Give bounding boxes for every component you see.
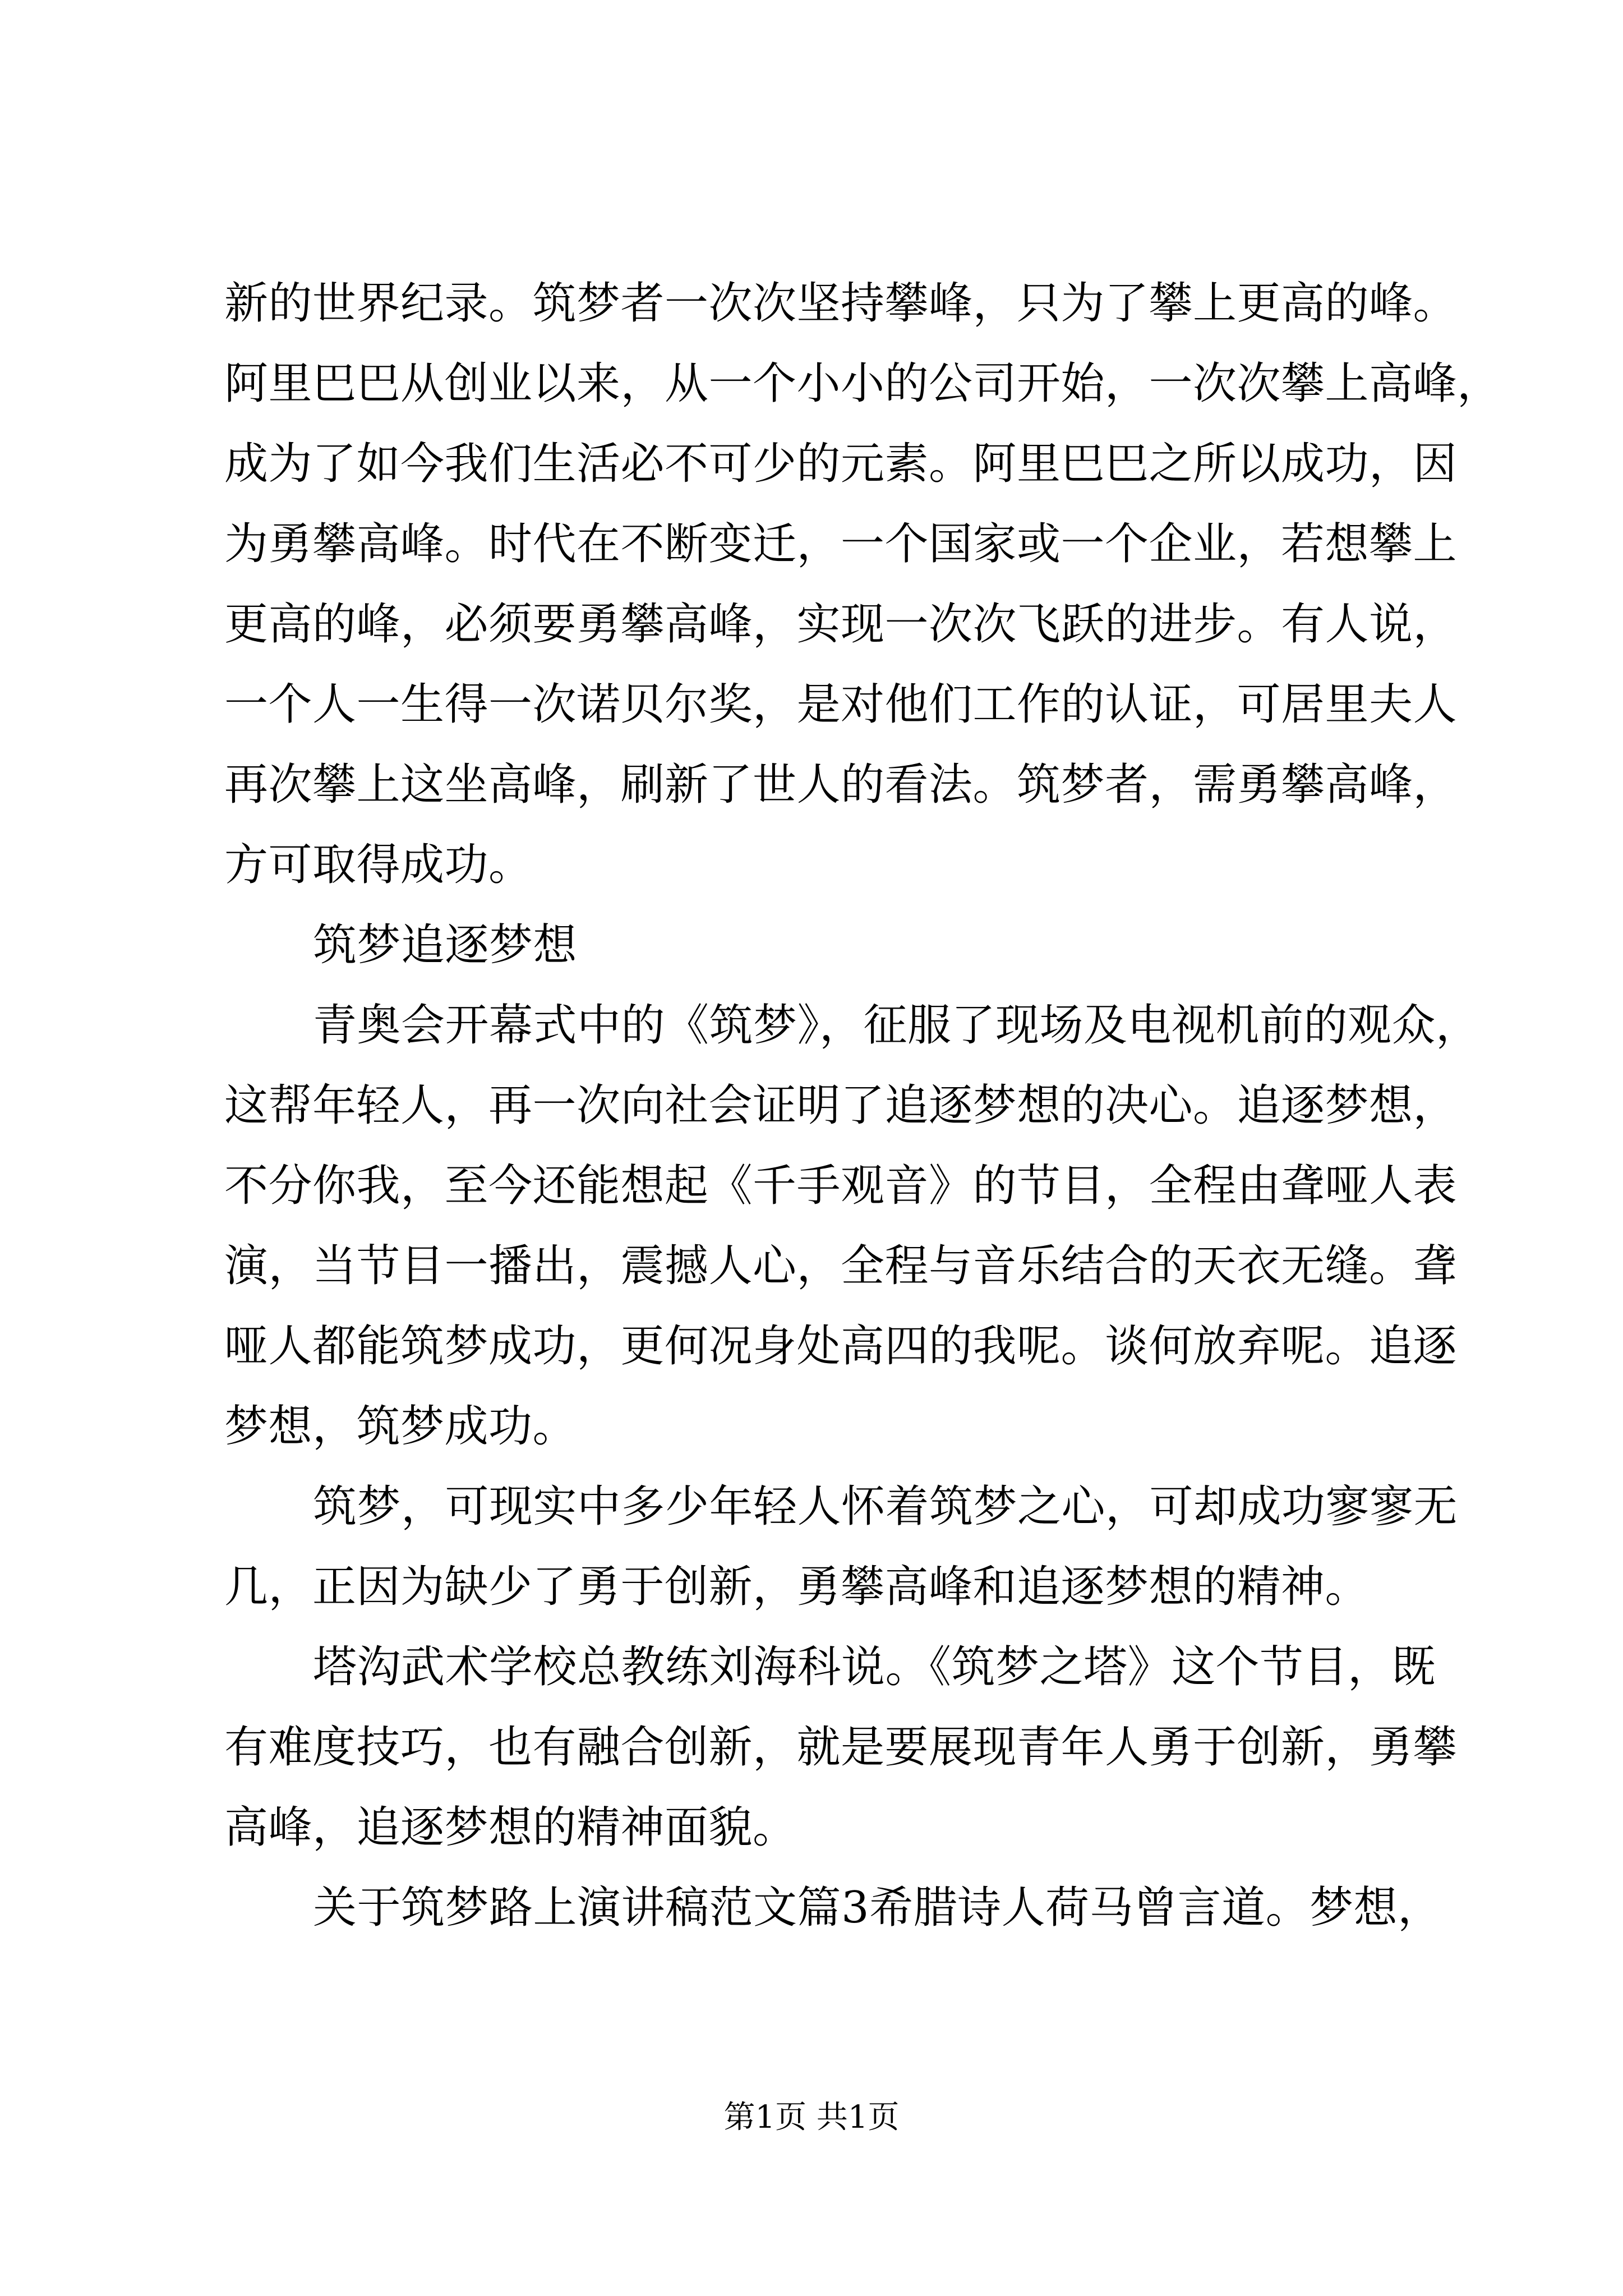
- text-line: 成为了如今我们生活必不可少的元素。阿里巴巴之所以成功，因: [224, 439, 1458, 489]
- text-line: 不分你我，至今还能想起《千手观音》的节目，全程由聋哑人表: [224, 1161, 1458, 1211]
- text-line: 演，当节目一播出，震撼人心，全程与音乐结合的天衣无缝。聋: [224, 1241, 1458, 1291]
- text-line: 高峰，追逐梦想的精神面貌。: [224, 1802, 797, 1853]
- text-line: 塔沟武术学校总教练刘海科说。《筑梦之塔》这个节目，既: [313, 1642, 1436, 1692]
- text-line: 新的世界纪录。筑梦者一次次坚持攀峰，只为了攀上更高的峰。: [224, 278, 1458, 329]
- text-line: 筑梦追逐梦想: [313, 920, 578, 970]
- document-body: [224, 264, 1501, 1948]
- text-line: 有难度技巧，也有融合创新，就是要展现青年人勇于创新，勇攀: [224, 1722, 1458, 1773]
- text-line: 哑人都能筑梦成功，更何况身处高四的我呢。谈何放弃呢。追逐: [224, 1321, 1458, 1372]
- text-line: 再次攀上这坐高峰，刷新了世人的看法。筑梦者，需勇攀高峰，: [224, 760, 1458, 810]
- text-line: 这帮年轻人，再一次向社会证明了追逐梦想的决心。追逐梦想，: [224, 1080, 1458, 1131]
- text-line: 更高的峰，必须要勇攀高峰，实现一次次飞跃的进步。有人说，: [224, 599, 1458, 650]
- text-line: 青奥会开幕式中的《筑梦》，征服了现场及电视机前的观众，: [313, 1000, 1480, 1051]
- text-line: 方可取得成功。: [224, 840, 533, 890]
- text-line: 关于筑梦路上演讲稿范文篇3希腊诗人荷马曾言道。梦想，: [313, 1883, 1442, 1933]
- page-footer: 第1页 共1页: [723, 2099, 900, 2136]
- text-line: 为勇攀高峰。时代在不断变迁，一个国家或一个企业，若想攀上: [224, 519, 1458, 569]
- text-line: 阿里巴巴从创业以来，从一个小小的公司开始，一次次攀上高峰，: [224, 358, 1501, 409]
- text-line: 几，正因为缺少了勇于创新，勇攀高峰和追逐梦想的精神。: [224, 1562, 1370, 1612]
- text-line: 一个人一生得一次诺贝尔奖，是对他们工作的认证，可居里夫人: [224, 679, 1458, 730]
- text-line: 筑梦，可现实中多少年轻人怀着筑梦之心，可却成功寥寥无: [313, 1481, 1458, 1532]
- text-line: 梦想，筑梦成功。: [224, 1401, 577, 1452]
